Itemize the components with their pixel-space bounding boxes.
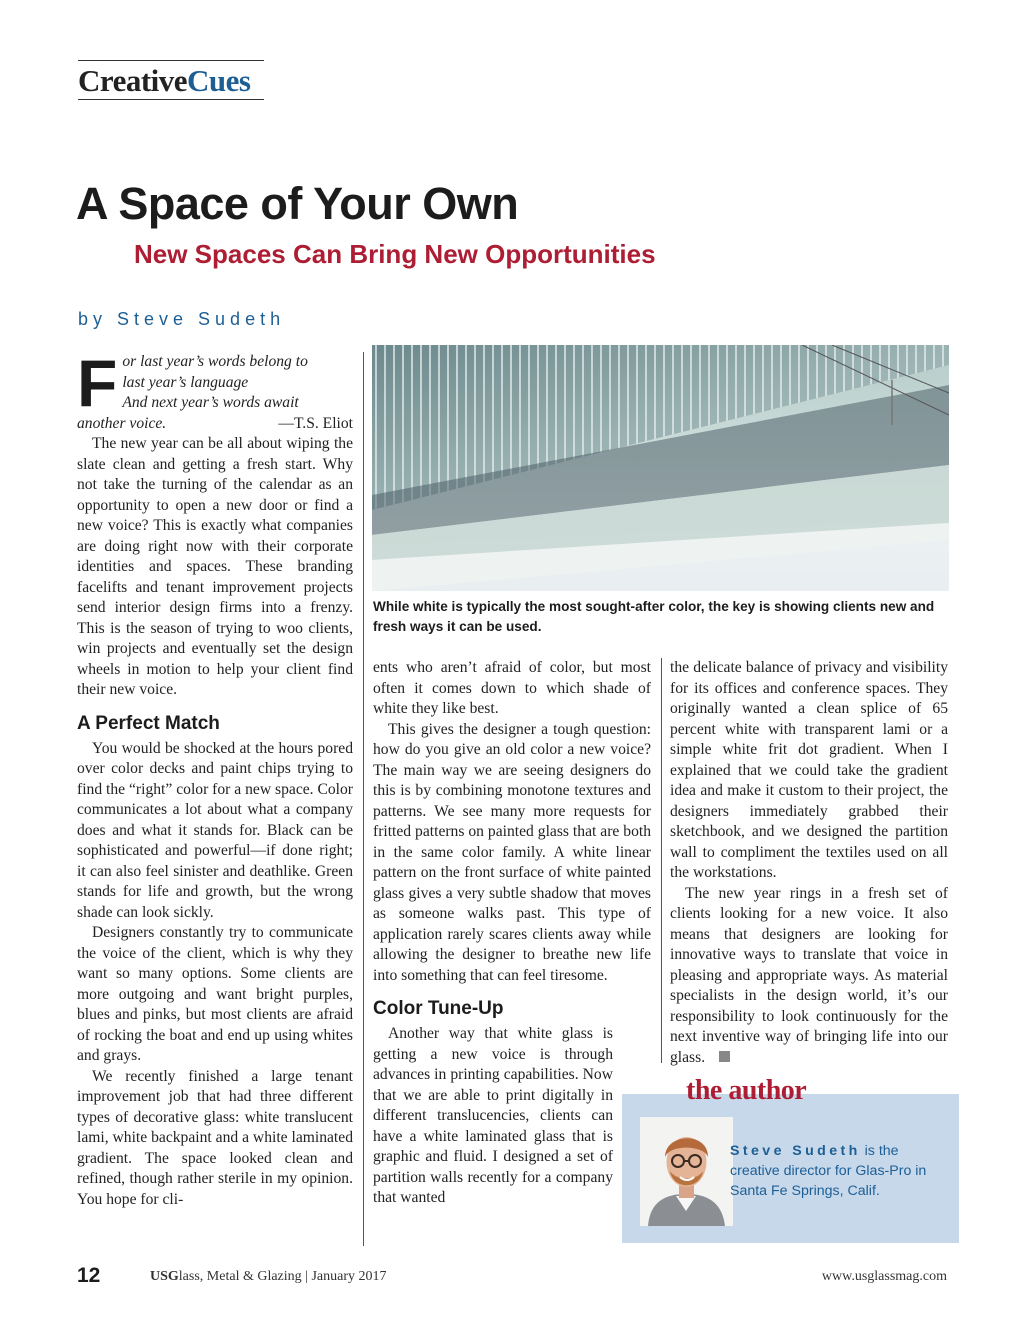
epigraph-line-1: or last year’s words belong to [122, 353, 308, 370]
paragraph: This gives the designer a tough question: how do you give an old color a new voice? The main way we are seeing designers do this is by combining monotone textures and patterns. We see many more requests for fritted patterns on painted glass that are both in the same color family. A white linear pattern on the front surface of white painted glass gives a very subtle shadow that moves as someone walks past. This type of application rarely scares clients away while allowing the designer to breathe new life into something that can feel tiresome. [373, 720, 651, 984]
section-label [78, 64, 251, 98]
article-byline: by Steve Sudeth [78, 309, 286, 329]
paragraph: We recently finished a large tenant improvement job that had three different types of decorative glass: white translucent lami, white backpaint and a white laminated gradient. The space looked clean and refined, though rather sterile in my opinion. You hope for cli- [77, 1067, 353, 1208]
page-number: 12 [77, 1264, 101, 1287]
author-portrait-illustration [640, 1117, 733, 1226]
epigraph-line-4: another voice. [77, 414, 167, 432]
author-bio-text: is the creative director for Glas-Pro in Santa Fe Springs, Calif. [730, 1143, 927, 1199]
section-label-part2: Cues [187, 63, 251, 98]
author-photo [640, 1117, 733, 1226]
column-3 [670, 658, 948, 1068]
article-subtitle: New Spaces Can Bring New Opportunities [134, 239, 656, 269]
section-heading: A Perfect Match [77, 712, 220, 734]
footer-separator: | [305, 1269, 308, 1284]
epigraph [77, 346, 353, 434]
column-1 [77, 346, 353, 1210]
publication-name-rest: lass, Metal & Glazing [178, 1269, 302, 1284]
paragraph: Another way that white glass is getting a new voice is through advances in printing capabilities. Now that we are able to print digitally in different translucencies, clients can have a white laminated glass that is graphic and fluid. I designed a set of partition walls recently for a company that wanted [373, 1025, 613, 1206]
epigraph-last-line [77, 414, 353, 435]
epigraph-line-3: And next year’s words await [122, 394, 299, 411]
paragraph: You would be shocked at the hours pored over color decks and paint chips trying to find the “right” color for a new space. Color communicates a lot about what a company does and what it stands for. Black can be sophisticated and powerful—if done right; it can also feel sinister and deathlike. Green stands for life and growth, but the wrong shade can look sickly. [77, 739, 353, 921]
author-heading: the author [686, 1075, 807, 1106]
end-of-article-square-icon [719, 1051, 730, 1062]
section-label-part1: Creative [78, 63, 188, 98]
epigraph-line-2: last year’s language [122, 373, 249, 391]
column-2 [373, 658, 651, 1209]
photo-caption: While white is typically the most sought-after color, the key is showing clients new and fresh ways it can be used. [373, 599, 935, 634]
paragraph: Designers constantly try to communicate the voice of the client, which is why they want so many options. Some clients are more outgoing and want bright purples, blues and pinks, but most clients are afraid of rocking the boat and end up using whites and grays. [77, 924, 353, 1064]
paragraph-text: The new year rings in a fresh set of clients looking for a new voice. It also means that designers are looking for innovative ways to translate that voice in pleasing and appropriate ways. As material specialists in the design world, it’s our responsibility to look continuously for the next inventive way of bringing life into our glass. [670, 884, 948, 1066]
header-bottom-rule [78, 99, 264, 100]
section-heading: Color Tune-Up [373, 998, 504, 1019]
author-bio [730, 1141, 952, 1201]
publication-line [150, 1269, 387, 1285]
article-title: A Space of Your Own [76, 178, 519, 229]
issue-date: January 2017 [311, 1269, 387, 1284]
glass-facade-illustration [372, 345, 949, 591]
epigraph-attribution: —T.S. Eliot [278, 414, 353, 432]
column-divider [363, 352, 364, 1246]
publication-name-bold: USG [150, 1269, 179, 1284]
column-divider [661, 658, 662, 1063]
paragraph: the delicate balance of privacy and visibility for its offices and conference spaces. They originally wanted a clean splice of 65 percent white with transparent lami or a simple white frit dot gradient. When I explained that we could take the gradient idea and make it custom to their project, the designers immediately grabbed their sketchbook, and we designed the partition wall to compliment the textiles used on all the workstations. [670, 659, 948, 881]
author-name: Steve Sudeth [730, 1143, 861, 1159]
building-photo [372, 345, 949, 591]
drop-cap: F [77, 346, 118, 420]
paragraph: ents who aren’t afraid of color, but most often it comes down to which shade of white they like best. [373, 659, 651, 717]
paragraph [670, 884, 948, 1069]
magazine-url: www.usglassmag.com [821, 1269, 947, 1284]
paragraph: The new year can be all about wiping the slate clean and getting a fresh start. Why not take the turning of the calendar as an opportunity to open a new door or find a new voice? This is exactly what companies are doing right now with their corporate identities and spaces. These branding facelifts and tenant improvement projects send interior design firms into a frenzy. This is the season of trying to woo clients, win projects and eventually set the design wheels in motion to help your client find their new voice. [77, 435, 353, 698]
header-top-rule [78, 60, 264, 61]
